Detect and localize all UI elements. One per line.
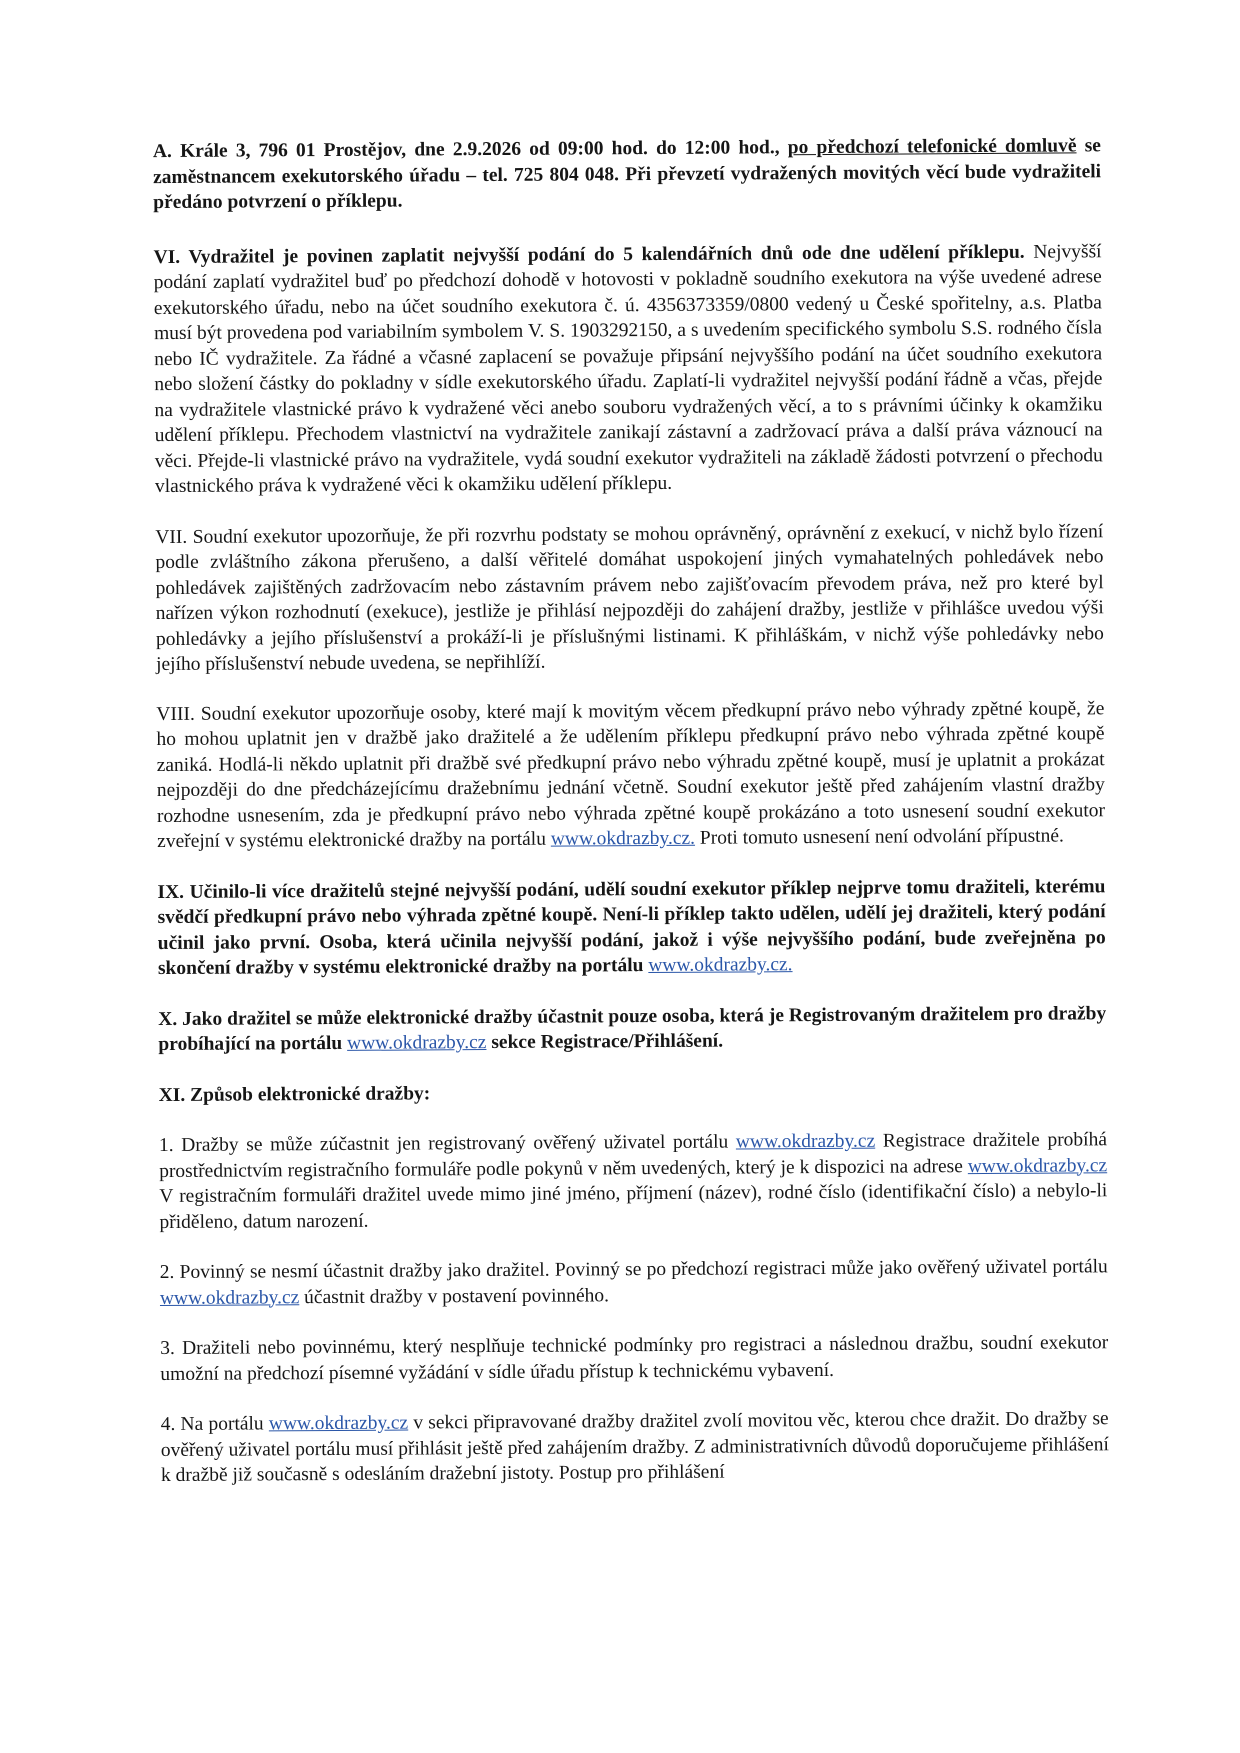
address-text-continued: se zaměstnancem exekutorského úřadu – tel. 725 804 048. Při převzetí vydražených movitých věcí bude vydražiteli předáno potvrzení o příklepu. <box>153 135 1102 214</box>
item-4-text: 4. Na portálu <box>160 1413 269 1436</box>
prior-phone-agreement-text: po předchozí telefonické domluvě <box>787 135 1077 159</box>
item-4-text-end: v sekci připravované dražby dražitel zvolí movitou věc, kterou chce dražit. Do dražby se ověřený uživatel portálu musí přihlásit ještě před zahájením dražby. Z administrativních důvodů doporučujeme přihlášení k dražbě již současně s odesláním dražební jistoty. Postup pro přihlášení <box>160 1408 1109 1487</box>
item-1-text-mid: Registrace dražitele probíhá prostřednictvím registračního formuláře podle pokynů v něm uvedených, který je k dispozici na adrese <box>159 1129 1108 1182</box>
paragraph-item-3: 3. Dražiteli nebo povinnému, který nesplňuje technické podmínky pro registraci a následnou dražbu, soudní exekutor umožní na předchozí písemné vyžádání v sídle úřadu přístup k technickému vybavení. <box>160 1332 1109 1385</box>
item-2-text-end: účastnit dražby v postavení povinného. <box>299 1284 610 1308</box>
section-vi-text: Nejvyšší podání zaplatí vydražitel buď po předchozí dohodě v hotovosti v pokladně soudního exekutora na výše uvedené adrese exekutorského úřadu, nebo na účet soudního exekutora č. ú. 4356373359/0800 vedený u České spořitelny, a.s. Platba musí být provedena pod variabilním symbolem V. S. 1903292150, a s uvedením specifického symbolu S.S. rodného čísla nebo IČ vydražitele. Za řádné a včasné zaplacení se považuje připsání nejvyššího podání na účet soudního exekutora nebo složení částky do pokladny v sídle exekutorského úřadu. Zaplatí-li vydražitel nejvyšší podání řádně a včas, přejde na vydražitele vlastnické právo k vydražené věci anebo souboru vydražených věcí, a to s právními účinky k okamžiku udělení příklepu. Přechodem vlastnictví na vydražitele zanikají zástavní a zadržovací práva a další práva váznoucí na věci. Přejde-li vlastnické právo na vydražitele, vydá soudní exekutor vydražiteli na základě žádosti potvrzení o přechodu vlastnického práva k vydražené věci k okamžiku udělení příklepu. <box>153 240 1103 498</box>
paragraph-item-1 <box>159 1127 1108 1235</box>
okdrazby-link[interactable]: www.okdrazby.cz. <box>550 827 696 850</box>
section-x-text-end: sekce Registrace/Přihlášení. <box>486 1030 724 1054</box>
section-vi-heading: VI. Vydražitel je povinen zaplatit nejvyšší podání do 5 kalendářních dnů ode dne udělení příklepu. <box>153 241 1025 268</box>
item-1-text: 1. Dražby se může zúčastnit jen registrovaný ověřený uživatel portálu <box>158 1131 736 1157</box>
okdrazby-link[interactable]: www.okdrazby.cz <box>347 1032 487 1054</box>
okdrazby-link[interactable]: www.okdrazby.cz <box>268 1412 409 1435</box>
paragraph-vii: VII. Soudní exekutor upozorňuje, že při rozvrhu podstaty se mohou oprávněný, oprávnění z exekucí, v nichž bylo řízení podle zvláštního zákona přerušeno, a další věřitelé domáhat uspokojení jiných vymahatelných pohledávek nebo pohledávek zajištěných zadržovacím nebo zástavním právem nebo zajišťovacím převodem práva, než pro které byl nařízen výkon rozhodnutí (exekuce), jestliže je přihlásí nejpozději do zahájení dražby, jestliže v přihlášce uvedou výši pohledávky a jejího příslušenství a prokáží-li je příslušnými listinami. K přihláškám, v nichž výše pohledávky nebo jejího příslušenství nebude uvedena, se nepřihlíží. <box>155 520 1104 676</box>
paragraph-address <box>153 133 1101 215</box>
section-x-text: X. Jako dražitel se může elektronické dražby účastnit pouze osoba, která je Registrovaným dražitelem pro dražby probíhající na portálu <box>158 1002 1107 1056</box>
paragraph-item-2 <box>160 1254 1108 1311</box>
paragraph-ix <box>157 874 1106 982</box>
okdrazby-link[interactable]: www.okdrazby.cz <box>159 1286 300 1309</box>
paragraph-x <box>158 1001 1106 1058</box>
item-1-text-end: V registračním formuláři dražitel uvede mimo jiné jméno, příjmení (název), rodné číslo (identifikační číslo) a nebylo-li přiděleno, datum narození. <box>159 1180 1108 1233</box>
paragraph-vi <box>153 239 1103 500</box>
paragraph-item-4 <box>161 1406 1109 1488</box>
paragraph-viii <box>156 696 1105 855</box>
address-text: A. Krále 3, 796 01 Prostějov, dne 2.9.2026 od 09:00 hod. do 12:00 hod., <box>152 137 788 163</box>
section-viii-text-end: Proti tomuto usnesení není odvolání přípustné. <box>694 825 1064 849</box>
okdrazby-link[interactable]: www.okdrazby.cz <box>735 1130 876 1153</box>
section-viii-text: VIII. Soudní exekutor upozorňuje osoby, které mají k movitým věcem předkupní právo nebo výhrady zpětné koupě, že ho mohou uplatnit jen v dražbě jako dražitelé a že udělením příklepu předkupní právo nebo výhrada zpětné koupě zaniká. Hodlá-li někdo uplatnit při dražbě své předkupní právo nebo výhradu zpětné koupě, musí je uplatnit a prokázat nejpozději do dne předcházejícímu dražebnímu jednání včetně. Soudní exekutor ještě před zahájením vlastní dražby rozhodne usnesením, zda je předkupní právo nebo výhrada zpětné koupě prokázáno a toto usnesení soudní exekutor zveřejní v systému elektronické dražby na portálu <box>156 697 1106 853</box>
okdrazby-link[interactable]: www.okdrazby.cz. <box>648 954 793 977</box>
okdrazby-link[interactable]: www.okdrazby.cz <box>967 1154 1108 1177</box>
section-xi-heading: XI. Způsob elektronické dražby: <box>158 1082 431 1106</box>
section-ix-text: IX. Učinilo-li více dražitelů stejné nejvyšší podání, udělí soudní exekutor příklep nejprve tomu dražiteli, kterému svědčí předkupní právo nebo výhrada zpětné koupě. Není-li příklep takto udělen, udělí jej dražiteli, který podání učinil jako první. Osoba, která učinila nejvyšší podání, jakož i výše nejvyššího podání, bude zveřejněna po skončení dražby v systému elektronické dražby na portálu <box>157 875 1106 980</box>
item-2-text: 2. Povinný se nesmí účastnit dražby jako dražitel. Povinný se po předchozí registraci může jako ověřený uživatel portálu <box>159 1256 1108 1284</box>
